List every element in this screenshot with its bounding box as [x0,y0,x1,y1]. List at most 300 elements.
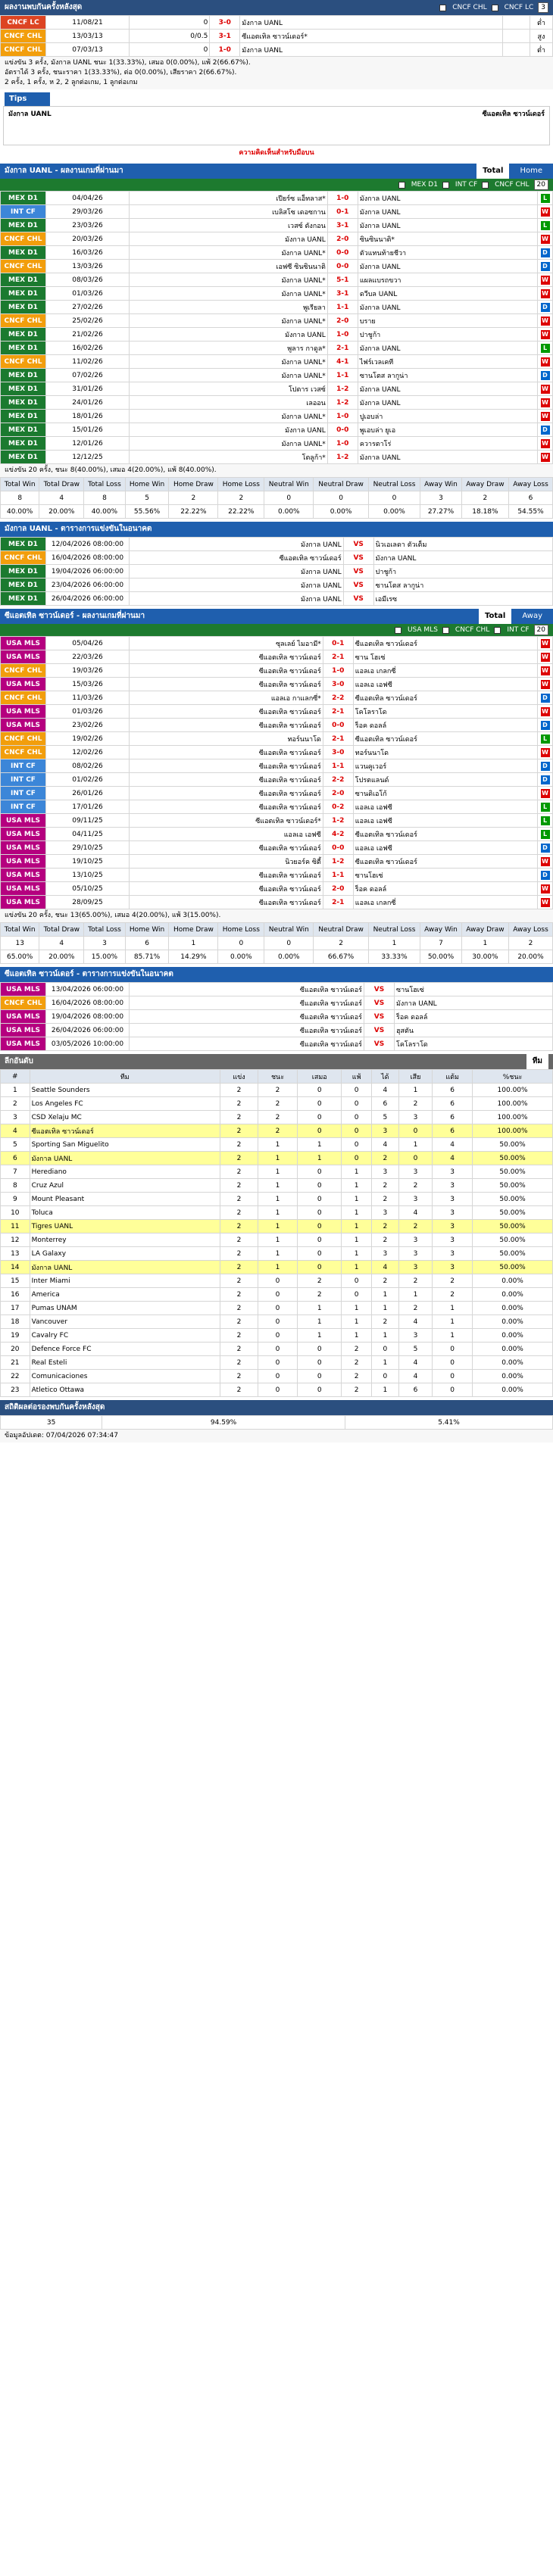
league-badge: USA MLS [1,650,46,664]
stat-value: 2 [461,491,508,505]
result-badge: W [542,789,548,797]
standings-cell: 0 [258,1370,298,1383]
result-badge: W [542,639,548,647]
home-team: มังกาล UANL* [130,369,328,382]
match-row[interactable] [1,664,553,678]
standings-row[interactable] [1,1206,553,1220]
standings-cell: 0 [297,1233,342,1247]
standings-cell: 2 [371,1193,398,1206]
standings-cell: 2 [220,1193,258,1206]
score: 4-2 [323,828,353,841]
filter-usa-mls[interactable]: USA MLS [407,626,438,634]
filter-cncf-chl[interactable]: CNCF CHL [455,626,490,634]
result-cell [538,732,553,746]
home-team: ซีแอตเทิล ซาวน์เดอร์ [130,896,323,909]
league-badge: MEX D1 [1,192,46,205]
filter-checkbox[interactable] [395,627,401,634]
home-team: ซีแอตเทิล ซาวน์เดอร์ [130,678,323,691]
standings-row[interactable] [1,1138,553,1152]
match-row[interactable] [1,719,553,732]
standings-cell: 1 [297,1152,342,1165]
score: 3-1 [327,287,358,301]
stat-header: Home Win [125,478,169,491]
standings-cell: 1 [297,1315,342,1329]
result-badge: W [542,666,548,674]
result-badge: W [542,235,548,242]
stat-header: Neutral Win [264,478,314,491]
standings-cell: 1 [258,1152,298,1165]
match-row[interactable] [1,246,553,260]
score: 0-1 [327,205,358,219]
standings-cell: 4 [398,1315,432,1329]
update-time: ข้อมูลอัปเดต: 07/04/2026 07:34:47 [0,1430,553,1442]
footer-section [0,1400,553,1442]
match-row[interactable] [1,192,553,205]
match-row[interactable] [1,219,553,232]
stat-value: 0 [264,491,314,505]
team-name: Los Angeles FC [30,1097,220,1111]
team-name: Defence Force FC [30,1343,220,1356]
match-row[interactable] [1,273,553,287]
match-row[interactable] [1,355,553,369]
away-team: แอลเอ เอฟซี [353,678,537,691]
stat-value: 1 [368,937,420,950]
standings-row[interactable] [1,1165,553,1179]
match-row[interactable] [1,841,553,855]
score: 1-2 [323,814,353,828]
away-team: แอลเอ เอฟซี [353,841,537,855]
match-date: 21/02/26 [46,328,130,341]
score: 0-2 [323,800,353,814]
standings-cell: 1 [258,1179,298,1193]
score: 1-2 [327,451,358,464]
standings-cell: 1 [297,1138,342,1152]
result-cell [538,678,553,691]
match-row[interactable] [1,882,553,896]
handicap [503,30,530,43]
match-row[interactable] [1,341,553,355]
tab-home[interactable]: Home [520,167,542,175]
standings-row[interactable] [1,1302,553,1315]
match-row[interactable] [1,828,553,841]
standings-row[interactable] [1,1274,553,1288]
standings-cell: 0 [297,1193,342,1206]
match-row[interactable] [1,869,553,882]
league-badge: CNCF CHL [1,551,46,565]
score: VS [343,565,373,579]
match-row[interactable] [1,855,553,869]
match-row[interactable] [1,287,553,301]
filter-cncf-chl[interactable]: CNCF CHL [495,181,530,189]
result-cell [538,287,553,301]
filter-checkbox[interactable] [494,627,501,634]
standings-cell: 50.00% [473,1193,553,1206]
standings-row[interactable] [1,1261,553,1274]
home-team: มังกาล UANL* [130,355,328,369]
standings-cell: 50.00% [473,1247,553,1261]
match-date: 26/04/2026 06:00:00 [46,1024,130,1037]
match-row[interactable] [1,983,553,996]
away-team: มังกาล UANL [358,219,537,232]
handicap [503,43,530,57]
match-date: 11/02/26 [46,355,130,369]
count-select[interactable]: 3 [538,2,548,13]
result-badge: D [541,775,550,784]
away-team: ทอร์นนาโด [353,746,537,759]
future-uanl-header [0,522,553,537]
home-team: โตลูก้า* [130,451,328,464]
match-row[interactable] [1,691,553,705]
match-date: 16/02/26 [46,341,130,355]
result-badge: L [541,830,550,839]
h2h-title: ผลงานพบกันครั้งหลังสุด [5,3,83,11]
uanl-filter-row [0,179,553,191]
standings-cell: 2 [220,1124,258,1138]
stat-value: 20.00% [508,950,552,964]
stat-header: Neutral Win [264,923,314,937]
standings-cell: 2 [398,1097,432,1111]
result-cell [538,437,553,451]
match-row[interactable] [1,814,553,828]
standings-cell: 2 [433,1288,473,1302]
standings-cell: 2 [220,1247,258,1261]
filter-cncf-chl[interactable]: CNCF CHL [452,4,487,11]
column-header: ทีม [30,1070,220,1084]
standings-cell: 1 [342,1193,371,1206]
summary-line: 2 ครั้ง, 1 ครั้ง, ห 2, 2 ลูกต่อเกม, 1 ลูกต่อเกม [5,79,138,86]
standings-cell: 50.00% [473,1233,553,1247]
h2h-table [0,15,553,57]
away-team: แอลเอ เกลกซี่ [353,896,537,909]
match-row[interactable] [1,579,553,592]
match-row[interactable] [1,410,553,423]
standings-cell: 4 [371,1138,398,1152]
match-row[interactable] [1,369,553,382]
standings-cell: 3 [398,1111,432,1124]
score: 2-1 [327,341,358,355]
league-badge: CNCF CHL [1,43,46,57]
standings-row[interactable] [1,1124,553,1138]
match-row[interactable] [1,382,553,396]
standings-row[interactable] [1,1179,553,1193]
match-row[interactable] [1,705,553,719]
tab-team[interactable]: ทีม [526,1054,548,1069]
result-badge: W [542,453,548,460]
league-badge: CNCF CHL [1,260,46,273]
stat-value: 3 [420,491,462,505]
standings-cell: 3 [398,1193,432,1206]
stat-header: Neutral Loss [368,478,420,491]
score: 2-0 [327,314,358,328]
league-badge: MEX D1 [1,565,46,579]
column-header: แพ้ [342,1070,371,1084]
team-name: LA Galaxy [30,1247,220,1261]
tab-total[interactable]: Total [479,609,511,624]
score: 1-2 [323,855,353,869]
league-badge: MEX D1 [1,369,46,382]
home-team: นิวยอร์ค ซิตี้ [130,855,323,869]
standings-row[interactable] [1,1111,553,1124]
standings-row[interactable] [1,1220,553,1233]
standings-row[interactable] [1,1097,553,1111]
match-row[interactable] [1,787,553,800]
filter-checkbox[interactable] [442,627,449,634]
match-row[interactable] [1,423,553,437]
away-team: ซานโฮเซ่ [395,983,553,996]
home-team: มังกาล UANL* [130,314,328,328]
match-row[interactable] [1,328,553,341]
stat-value: 2 [169,491,218,505]
match-row[interactable] [1,746,553,759]
league-badge: USA MLS [1,678,46,691]
standings-cell: 0 [371,1343,398,1356]
standings-cell: 0 [258,1329,298,1343]
standings-cell: 3 [371,1124,398,1138]
standings-cell: 1 [371,1383,398,1397]
standings-cell: 17 [1,1302,30,1315]
league-badge: USA MLS [1,983,46,996]
standings-cell: 2 [220,1084,258,1097]
standings-cell: 0 [297,1383,342,1397]
match-row[interactable] [1,43,553,57]
home-team: ซีแอตเทิล ซาวน์เดอร์ [130,996,364,1010]
standings-cell: 0 [297,1247,342,1261]
match-row[interactable] [1,896,553,909]
team-name: Cavalry FC [30,1329,220,1343]
home-team: มังกาล UANL [130,232,328,246]
team-name: Cruz Azul [30,1179,220,1193]
score: VS [364,1010,395,1024]
match-row[interactable] [1,301,553,314]
away-team: พูเอบล่า ยูเอ [358,423,537,437]
match-date: 22/03/26 [46,650,130,664]
result-badge: W [542,357,548,365]
uanl-table [0,191,553,464]
match-row[interactable] [1,396,553,410]
standings-row[interactable] [1,1329,553,1343]
match-row[interactable] [1,637,553,650]
home-team: ซีแอตเทิล ซาวน์เดอร์ [130,882,323,896]
away-team: ซานโฮเซ่ [353,869,537,882]
filter-checkbox[interactable] [398,182,405,189]
match-row[interactable] [1,1010,553,1024]
standings-cell: 0 [258,1274,298,1288]
away-team: ซีแอตเทิล ซาวน์เดอร์* [240,30,503,43]
result-cell [538,705,553,719]
count-select[interactable]: 20 [534,625,548,635]
stat-value: 6 [508,491,552,505]
league-badge: USA MLS [1,637,46,650]
match-row[interactable] [1,232,553,246]
match-row[interactable] [1,538,553,551]
standings-cell: 8 [1,1179,30,1193]
away-team: มังกาล UANL [395,996,553,1010]
stat-value: 30.00% [461,950,508,964]
match-row[interactable] [1,205,553,219]
standings-cell: 0.00% [473,1343,553,1356]
match-row[interactable] [1,1024,553,1037]
standings-cell: 0 [342,1152,371,1165]
match-date: 13/03/26 [46,260,130,273]
result-cell [538,382,553,396]
match-row[interactable] [1,437,553,451]
over-under: ต่ำ [530,16,553,30]
team-name: Pumas UNAM [30,1302,220,1315]
match-row[interactable] [1,30,553,43]
count-select[interactable]: 20 [534,179,548,190]
standings-row[interactable] [1,1247,553,1261]
away-team: ซานดิเอโก้ [353,787,537,800]
standings-row[interactable] [1,1288,553,1302]
h2h-header [0,0,553,15]
match-row[interactable] [1,1037,553,1051]
away-team: ดวีบล UANL [358,287,537,301]
standings-cell: 2 [433,1274,473,1288]
standings-cell: 0 [342,1097,371,1111]
standings-cell: 2 [398,1302,432,1315]
home-team: ซีแอตเทิล ซาวน์เดอร์ [130,664,323,678]
standings-cell: 1 [342,1329,371,1343]
result-badge: W [542,412,548,419]
match-row[interactable] [1,996,553,1010]
standings-cell: 3 [398,1261,432,1274]
team-name: ซีแอตเทิล ซาวน์เดอร์ [30,1124,220,1138]
result-badge: D [541,262,550,271]
filter-cncf-lc[interactable]: CNCF LC [504,4,534,11]
tab-total[interactable]: Total [476,164,509,179]
result-cell [538,855,553,869]
match-date: 11/03/26 [46,691,130,705]
standings-cell: 3 [371,1247,398,1261]
standings-row[interactable] [1,1356,553,1370]
match-row[interactable] [1,260,553,273]
standings-row[interactable] [1,1152,553,1165]
standings-cell: 3 [433,1261,473,1274]
result-badge: D [541,426,550,435]
standings-cell: 100.00% [473,1084,553,1097]
result-badge: W [542,898,548,906]
standings-cell: 4 [433,1138,473,1152]
match-row[interactable] [1,759,553,773]
score: 1-0 [327,328,358,341]
stat-value: 5 [125,491,169,505]
column-header: แข่ง [220,1070,258,1084]
standings-cell: 11 [1,1220,30,1233]
standings-cell: 3 [433,1206,473,1220]
league-badge: CNCF CHL [1,746,46,759]
standings-cell: 2 [220,1206,258,1220]
match-row[interactable] [1,565,553,579]
stat-value: 2 [218,491,264,505]
result-badge: L [541,221,550,230]
match-date: 29/03/26 [46,205,130,219]
stat-value: 0.00% [264,950,314,964]
team-name: Tigres UANL [30,1220,220,1233]
league-badge: MEX D1 [1,592,46,606]
filter-checkbox[interactable] [492,5,498,11]
standings-row[interactable] [1,1084,553,1097]
team-name: Mount Pleasant [30,1193,220,1206]
score: VS [343,579,373,592]
standings-cell: 23 [1,1383,30,1397]
match-row[interactable] [1,16,553,30]
stat-value: 20.00% [39,505,84,519]
standings-cell: 1 [398,1138,432,1152]
standings-row[interactable] [1,1383,553,1397]
result-badge: W [542,330,548,338]
standings-row[interactable] [1,1315,553,1329]
stat-value: 0.00% [314,505,369,519]
standings-cell: 1 [371,1288,398,1302]
home-team: ซีแอตเทิล ซาวน์เดอร์ [130,1010,364,1024]
standings-row[interactable] [1,1370,553,1383]
match-row[interactable] [1,650,553,664]
stat-value: 0.00% [264,505,314,519]
match-row[interactable] [1,551,553,565]
filter-int-cf[interactable]: INT CF [455,181,478,189]
home-team: 0 [130,43,210,57]
match-row[interactable] [1,732,553,746]
standings-row[interactable] [1,1233,553,1247]
away-team: มังกาล UANL [358,451,537,464]
filter-checkbox[interactable] [439,5,446,11]
match-date: 23/04/2026 06:00:00 [46,579,130,592]
future-uanl-section [0,522,553,606]
filter-mex-d1[interactable]: MEX D1 [411,181,438,189]
stat-value: 66.67% [314,950,369,964]
score: 1-2 [327,382,358,396]
match-row[interactable] [1,800,553,814]
standings-cell: 6 [398,1383,432,1397]
standings-cell: 2 [220,1097,258,1111]
standings-cell: 6 [433,1111,473,1124]
tips-tab[interactable]: Tips [5,92,50,106]
stat-header: Away Draw [461,478,508,491]
match-row[interactable] [1,451,553,464]
filter-int-cf[interactable]: INT CF [507,626,530,634]
team-name: Atletico Ottawa [30,1383,220,1397]
stat-value: 22.22% [169,505,218,519]
stat-value: 20.00% [39,950,84,964]
home-team: ทอร์นนาโด [130,732,323,746]
sea-header [0,609,553,624]
tab-away[interactable]: Away [522,612,542,620]
filter-checkbox[interactable] [482,182,489,189]
result-cell [538,773,553,787]
standings-cell: 0.00% [473,1356,553,1370]
standings-cell: 15 [1,1274,30,1288]
away-team: ซินซินนาติ* [358,232,537,246]
standings-cell: 0 [297,1370,342,1383]
standings-row[interactable] [1,1343,553,1356]
league-badge: USA MLS [1,896,46,909]
score: 2-1 [323,896,353,909]
standings-row[interactable] [1,1193,553,1206]
result-badge: W [542,207,548,215]
result-badge: D [541,844,550,853]
match-row[interactable] [1,592,553,606]
match-row[interactable] [1,314,553,328]
result-badge: L [541,194,550,203]
filter-checkbox[interactable] [442,182,449,189]
standings-header [0,1054,553,1069]
match-row[interactable] [1,678,553,691]
match-row[interactable] [1,773,553,787]
result-badge: W [542,439,548,447]
home-team: 0 [130,16,210,30]
home-team: ซีแอตเทิล ซาวน์เดอร์* [130,814,323,828]
standings-cell: 1 [342,1247,371,1261]
